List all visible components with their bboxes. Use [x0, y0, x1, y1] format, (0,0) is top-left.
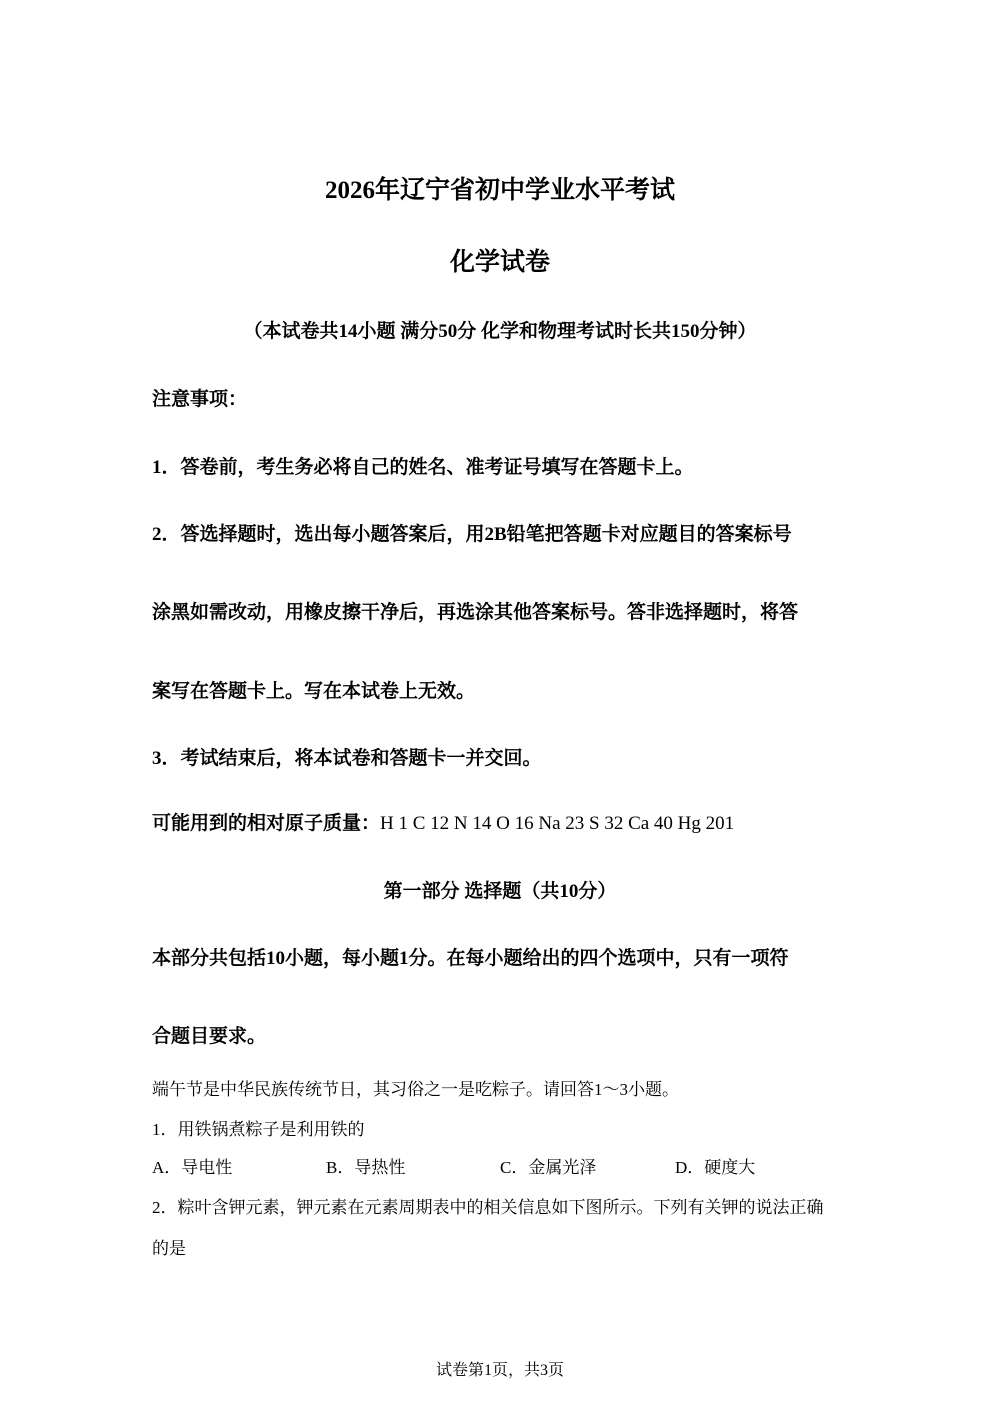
notes-heading: 注意事项： — [152, 389, 248, 410]
option-d[interactable]: D．硬度大 — [675, 1158, 756, 1177]
part1-heading: 第一部分 选择题（共10分） — [383, 881, 617, 902]
atomic-mass-line — [152, 808, 734, 835]
atomic-mass-label: 可能用到的相对原子质量： — [152, 813, 381, 834]
question-2-stem-line-1: 2．粽叶含钾元素，钾元素在元素周期表中的相关信息如下图所示。下列有关钾的说法正确 — [152, 1198, 824, 1217]
question-1-stem: 1．用铁锅煮粽子是利用铁的 — [152, 1120, 365, 1139]
note-item-2-line-2: 涂黑如需改动，用橡皮擦干净后，再选涂其他答案标号。答非选择题时，将答 — [152, 602, 799, 623]
exam-title: 2026年辽宁省初中学业水平考试 — [324, 177, 675, 204]
question-intro: 端午节是中华民族传统节日，其习俗之一是吃粽子。请回答1～3小题。 — [152, 1080, 679, 1099]
note-item-1: 1．答卷前，考生务必将自己的姓名、准考证号填写在答题卡上。 — [152, 457, 694, 478]
part1-instruction-line-2: 合题目要求。 — [152, 1026, 267, 1047]
question-1-options — [0, 1153, 1000, 1177]
exam-subtitle: 化学试卷 — [449, 249, 550, 276]
exam-info: （本试卷共14小题 满分50分 化学和物理考试时长共150分钟） — [243, 321, 757, 342]
page-footer: 试卷第1页，共3页 — [435, 1362, 564, 1379]
note-item-2-line-1: 2．答选择题时，选出每小题答案后，用2B铅笔把答题卡对应题目的答案标号 — [152, 524, 792, 545]
atomic-mass-values: H 1 C 12 N 14 O 16 Na 23 S 32 Ca 40 Hg 201 — [380, 813, 735, 834]
note-item-2-line-3: 案写在答题卡上。写在本试卷上无效。 — [152, 681, 476, 702]
option-c[interactable]: C．金属光泽 — [500, 1158, 597, 1177]
option-b[interactable]: B．导热性 — [326, 1158, 406, 1177]
part1-instruction-line-1: 本部分共包括10小题，每小题1分。在每小题给出的四个选项中，只有一项符 — [152, 948, 789, 969]
note-item-3: 3．考试结束后，将本试卷和答题卡一并交回。 — [152, 748, 542, 769]
option-a[interactable]: A．导电性 — [152, 1158, 233, 1177]
question-2-stem-line-2: 的是 — [152, 1239, 186, 1258]
